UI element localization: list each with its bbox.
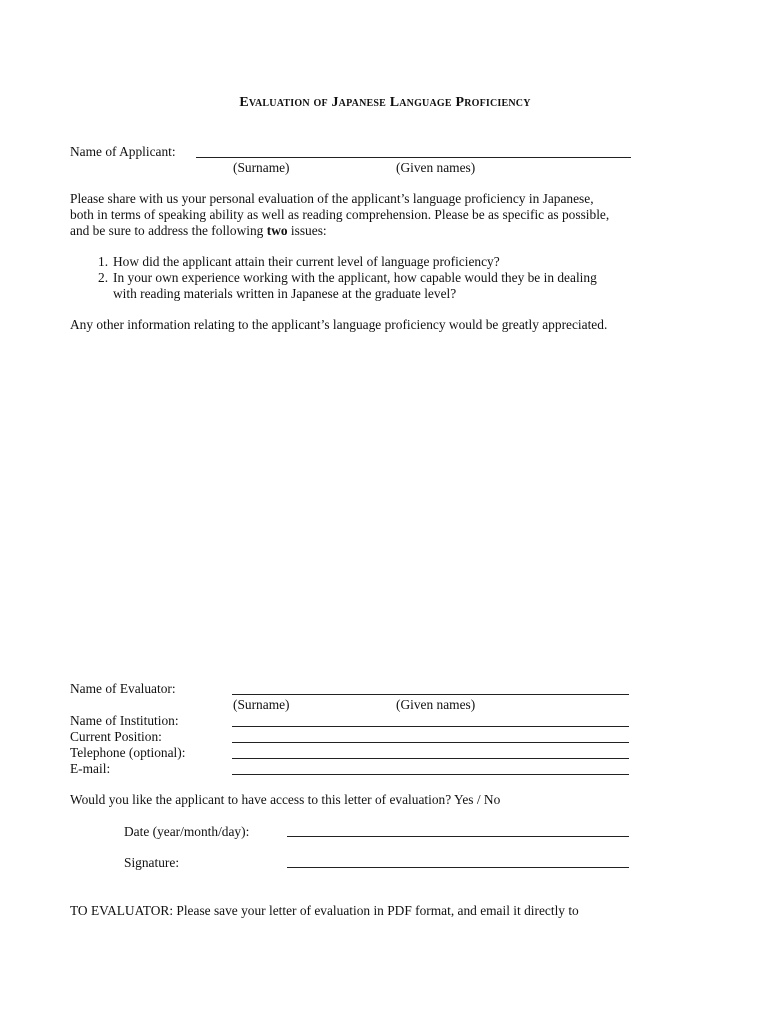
signature-line[interactable] [287, 867, 629, 868]
applicant-surname-caption: (Surname) [233, 160, 290, 175]
evaluator-name-label: Name of Evaluator: [70, 681, 176, 696]
other-info-text: Any other information relating to the applicant’s language proficiency would be greatly appreciated. [70, 317, 608, 332]
question-list [98, 254, 597, 302]
access-question: Would you like the applicant to have access to this letter of evaluation? Yes / No [70, 792, 501, 807]
intro-line-3: and be sure to address the following two issues: [70, 223, 327, 238]
institution-label: Name of Institution: [70, 713, 179, 728]
position-label: Current Position: [70, 729, 162, 744]
institution-line[interactable] [232, 726, 629, 727]
date-label: Date (year/month/day): [124, 824, 250, 839]
question-item-1: 1. How did the applicant attain their current level of language proficiency? [98, 254, 500, 269]
intro-paragraph [70, 191, 710, 239]
applicant-given-caption: (Given names) [396, 160, 476, 175]
email-line[interactable] [232, 774, 629, 775]
question-item-2-continued: with reading materials written in Japanese at the graduate level? [113, 286, 457, 301]
intro-line-2: both in terms of speaking ability as well as reading comprehension. Please be as specific as possible, [70, 207, 610, 222]
evaluator-given-caption: (Given names) [396, 697, 476, 712]
applicant-name-line[interactable] [196, 157, 631, 158]
position-line[interactable] [232, 742, 629, 743]
intro-line-1: Please share with us your personal evaluation of the applicant’s language proficiency in Japanese, [70, 191, 594, 206]
telephone-line[interactable] [232, 758, 629, 759]
email-label: E-mail: [70, 761, 111, 776]
to-evaluator-instructions: TO EVALUATOR: Please save your letter of evaluation in PDF format, and email it directly to [70, 903, 579, 918]
document-title: Evaluation of Japanese Language Proficiency [239, 95, 531, 110]
telephone-label: Telephone (optional): [70, 745, 186, 760]
evaluator-name-line[interactable] [232, 694, 629, 695]
evaluator-surname-caption: (Surname) [233, 697, 290, 712]
date-line[interactable] [287, 836, 629, 837]
question-item-2: 2. In your own experience working with the applicant, how capable would they be in dealing [98, 270, 597, 285]
signature-label: Signature: [124, 855, 180, 870]
applicant-name-label: Name of Applicant: [70, 144, 176, 159]
